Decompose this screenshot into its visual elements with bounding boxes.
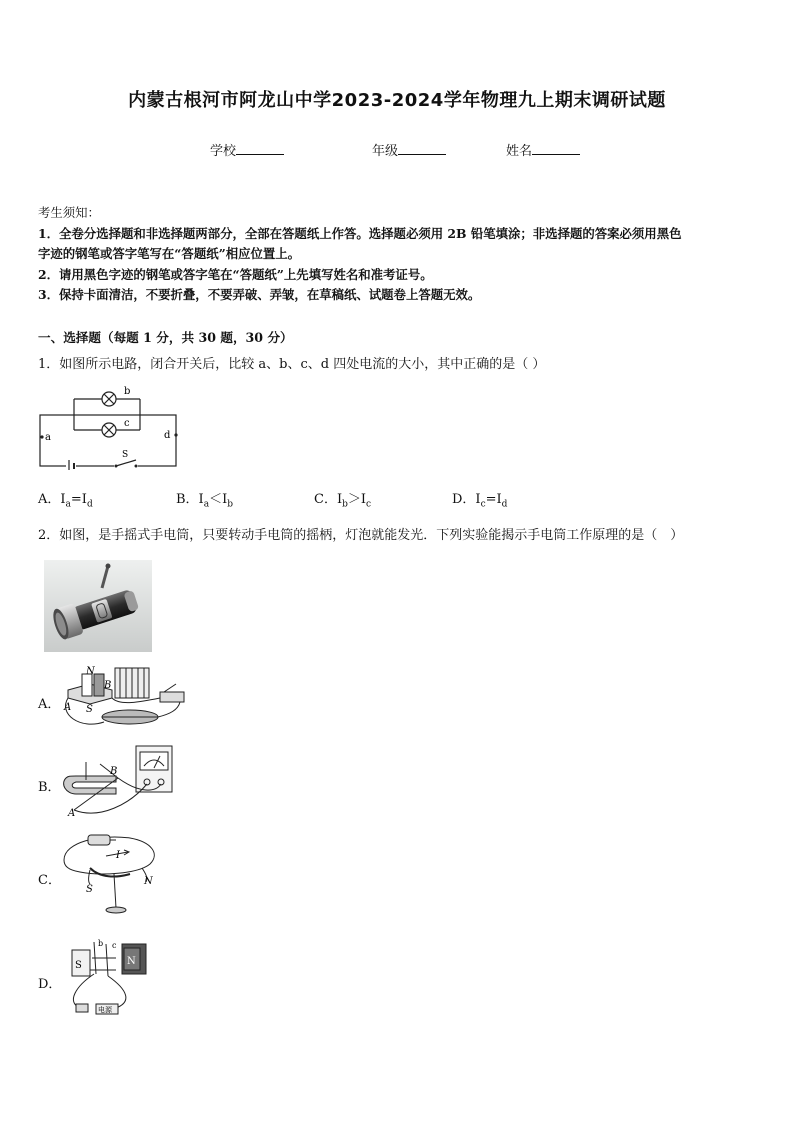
school-label: 学校 xyxy=(210,144,237,159)
fig-c-n: N xyxy=(144,876,153,887)
label-s: S xyxy=(122,450,129,460)
fig-d-n: N xyxy=(127,956,136,967)
page-title: 内蒙古根河市阿龙山中学2023-2024学年物理九上期末调研试题 xyxy=(128,90,666,111)
question-1-text: 1．如图所示电路，闭合开关后，比较 a、b、c、d 四处电流的大小，其中正确的是（ ） xyxy=(38,357,546,372)
notice-item: 2．请用黑色字迹的钢笔或答字笔在“答题纸”上先填写姓名和准考证号。 xyxy=(38,266,433,282)
fig-c-i: I xyxy=(116,850,120,861)
option-a[interactable]: A．$I_a=I_d$ xyxy=(38,492,93,510)
label-d: d xyxy=(164,430,171,441)
q2-option-a-figure xyxy=(60,662,188,740)
grade-blank[interactable] xyxy=(398,141,446,155)
notice-heading: 考生须知： xyxy=(38,205,100,220)
flashlight-photo xyxy=(44,560,152,652)
grade-label: 年级 xyxy=(372,144,399,159)
circuit-diagram xyxy=(36,382,184,470)
section-heading: 一、选择题（每题 1 分，共 30 题，30 分） xyxy=(38,330,293,345)
grade-field[interactable] xyxy=(372,140,446,159)
fig-a-b: B xyxy=(104,680,112,691)
notice-item: 1．全卷分选择题和非选择题两部分，全部在答题纸上作答。选择题必须用 2B 铅笔填涂；非选择题的答案必须用黑色 xyxy=(38,225,682,241)
q2-option-b-label[interactable]: B． xyxy=(38,780,61,795)
fig-d-c: c xyxy=(112,941,117,950)
name-label: 姓名 xyxy=(506,144,533,159)
label-c: c xyxy=(124,418,130,429)
q2-option-b-figure xyxy=(60,744,180,822)
fig-b-b: B xyxy=(110,766,118,777)
fig-c-s: S xyxy=(86,884,93,895)
exam-notice xyxy=(38,203,760,306)
q2-option-a-label[interactable]: A． xyxy=(38,697,61,712)
fig-a-s: S xyxy=(86,704,93,715)
name-field[interactable] xyxy=(506,140,580,159)
fig-d-power: 电源 xyxy=(98,1006,112,1014)
name-blank[interactable] xyxy=(532,141,580,155)
fig-b-a: A xyxy=(68,808,76,819)
q2-option-d-figure xyxy=(66,938,156,1020)
label-b: b xyxy=(124,386,131,397)
option-d[interactable]: D．$I_c=I_d$ xyxy=(452,492,508,510)
fig-d-s: S xyxy=(75,960,82,971)
notice-item: 字迹的钢笔或答字笔写在“答题纸”相应位置上。 xyxy=(38,246,301,261)
fig-d-b: b xyxy=(98,939,104,948)
option-b[interactable]: B．$I_a<I_b$ xyxy=(176,492,233,510)
q2-option-c-label[interactable]: C． xyxy=(38,873,61,888)
label-a: a xyxy=(45,432,51,443)
fig-a-a: A xyxy=(64,702,72,713)
notice-item: 3．保持卡面清洁，不要折叠，不要弄破、弄皱，在草稿纸、试题卷上答题无效。 xyxy=(38,287,481,302)
fig-a-n: N xyxy=(86,666,95,677)
q2-option-d-label[interactable]: D． xyxy=(38,977,62,992)
school-field[interactable] xyxy=(210,140,284,159)
question-2-text: 2．如图，是手摇式手电筒，只要转动手电筒的摇柄，灯泡就能发光．下列实验能揭示手电筒工作原理的是（ ） xyxy=(38,528,684,543)
school-blank[interactable] xyxy=(236,141,284,155)
option-c[interactable]: C．$I_b>I_c$ xyxy=(314,492,372,510)
q2-option-c-figure xyxy=(60,828,162,920)
